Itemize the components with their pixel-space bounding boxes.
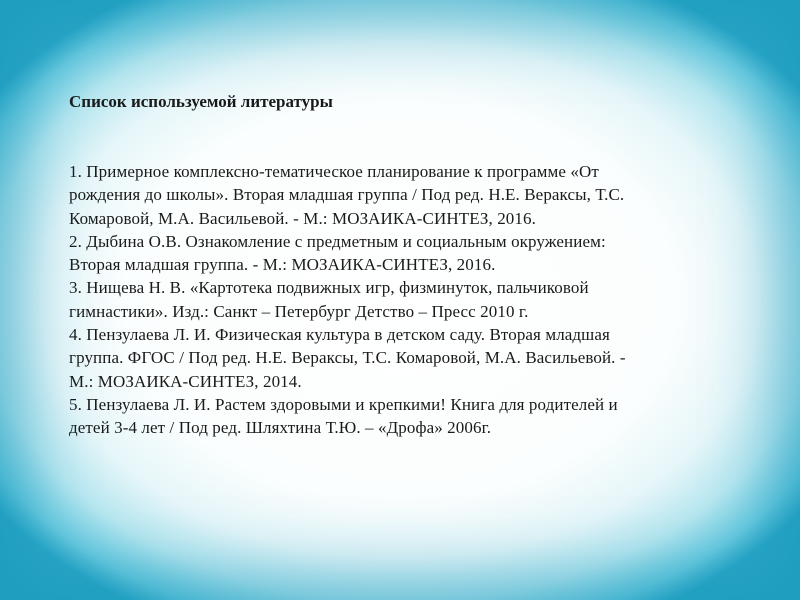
reference-line: группа. ФГОС / Под ред. Н.Е. Вераксы, Т.С. Комаровой, М.А. Васильевой. - (69, 348, 626, 368)
reference-line: Комаровой, М.А. Васильевой. - М.: МОЗАИКА-СИНТЕЗ, 2016. (69, 208, 536, 228)
references-list (69, 160, 729, 440)
reference-line: детей 3-4 лет / Под ред. Шляхтина Т.Ю. – «Дрофа» 2006г. (69, 418, 492, 438)
reference-line: гимнастики». Изд.: Санкт – Петербург Детство – Пресс 2010 г. (69, 301, 529, 321)
reference-line: 1. Примерное комплексно-тематическое планирование к программе «От (69, 162, 599, 181)
reference-line: 5. Пензулаева Л. И. Растем здоровыми и крепкими! Книга для родителей и (69, 394, 618, 414)
reference-line: 2. Дыбина О.В. Ознакомление с предметным и социальным окружением: (69, 231, 606, 251)
reference-line: 4. Пензулаева Л. И. Физическая культура в детском саду. Вторая младшая (69, 325, 610, 345)
reference-line: 3. Нищева Н. В. «Картотека подвижных игр, физминуток, пальчиковой (69, 278, 589, 298)
reference-line: М.: МОЗАИКА-СИНТЕЗ, 2014. (69, 371, 302, 391)
references-block (69, 90, 729, 440)
references-heading: Список используемой литературы (69, 92, 333, 111)
reference-line: Вторая младшая группа. - М.: МОЗАИКА-СИНТЕЗ, 2016. (69, 255, 496, 275)
reference-line: рождения до школы». Вторая младшая группа / Под ред. Н.Е. Вераксы, Т.С. (69, 185, 625, 205)
